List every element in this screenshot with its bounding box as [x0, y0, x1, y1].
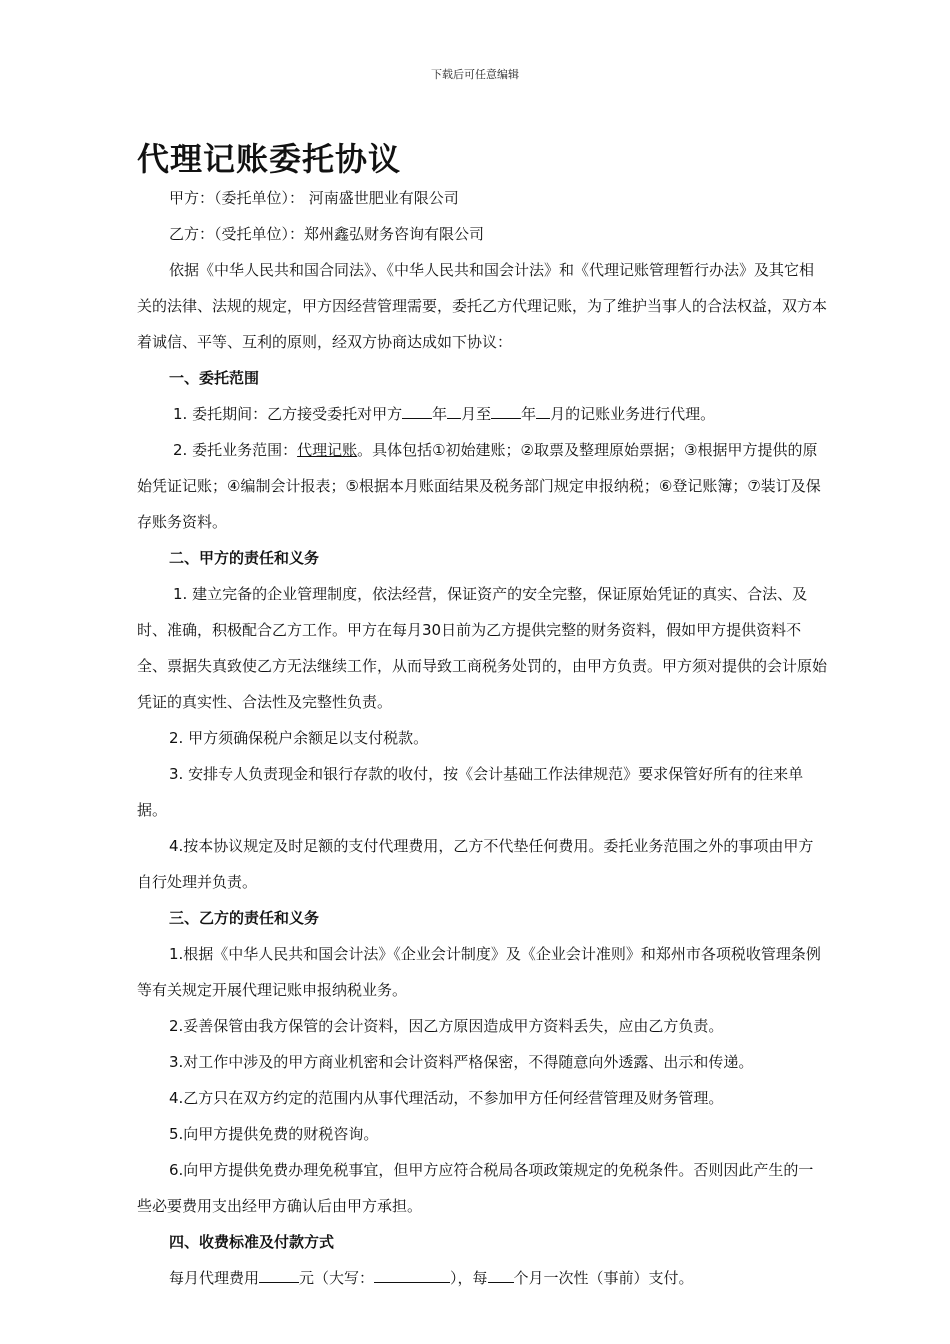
section-1-item-1: 1. 委托期间：乙方接受委托对甲方 年 月至 年 月的记账业务进行代理。 [137, 396, 827, 432]
fee-line: 每月代理费用 元（大写： ），每 个月一次性（事前）支付。 [137, 1260, 827, 1296]
blank-fee-words [374, 1266, 450, 1283]
section-3-heading: 三、乙方的责任和义务 [169, 909, 320, 927]
document-title: 代理记账委托协议 [137, 140, 402, 178]
agency-bookkeeping-link[interactable]: 代理记账 [297, 441, 358, 459]
section-1-heading: 一、委托范围 [169, 369, 260, 387]
section-1-item-2: 2. 委托业务范围：代理记账。具体包括①初始建账；②取票及整理原始票据；③根据甲方提供的原始凭证记账；④编制会计报表；⑤根据本月账面结果及税务部门规定申报纳税；⑥登记账簿；⑦装订及保存账务资料。 [137, 441, 821, 531]
section-3-item-3: 3.对工作中涉及的甲方商业机密和会计资料严格保密，不得随意向外透露、出示和传递。 [169, 1053, 754, 1071]
blank-fee-amount [259, 1266, 299, 1283]
section-3-item-6: 6.向甲方提供免费办理免税事宜，但甲方应符合税局各项政策规定的免税条件。否则因此产生的一些必要费用支出经甲方确认后由甲方承担。 [137, 1161, 814, 1215]
section-2-item-4: 4.按本协议规定及时足额的支付代理费用，乙方不代垫任何费用。委托业务范围之外的事项由甲方自行处理并负责。 [137, 837, 814, 891]
blank-month-start [447, 402, 461, 419]
section-2-item-3: 3. 安排专人负责现金和银行存款的收付，按《会计基础工作法律规范》要求保管好所有的往来单据。 [137, 765, 804, 819]
document-body [137, 180, 827, 1296]
blank-year-end [491, 402, 521, 419]
section-3-item-5: 5.向甲方提供免费的财税咨询。 [169, 1125, 379, 1143]
section-2-heading: 二、甲方的责任和义务 [169, 549, 320, 567]
section-3-item-4: 4.乙方只在双方约定的范围内从事代理活动，不参加甲方任何经营管理及财务管理。 [169, 1089, 724, 1107]
section-4-heading: 四、收费标准及付款方式 [169, 1233, 335, 1251]
section-3-item-1: 1.根据《中华人民共和国会计法》《企业会计制度》及《企业会计准则》和郑州市各项税收管理条例等有关规定开展代理记账申报纳税业务。 [137, 945, 821, 999]
blank-months [488, 1266, 514, 1283]
blank-year-start [402, 402, 432, 419]
blank-month-end [536, 402, 550, 419]
party-b: 乙方：（受托单位）：郑州鑫弘财务咨询有限公司 [169, 225, 485, 243]
section-2-item-2: 2. 甲方须确保税户余额足以支付税款。 [169, 729, 429, 747]
intro-paragraph: 依据《中华人民共和国合同法》、《中华人民共和国会计法》和《代理记账管理暂行办法》及其它相关的法律、法规的规定，甲方因经营管理需要，委托乙方代理记账，为了维护当事人的合法权益，双方本着诚信、平等、互利的原则，经双方协商达成如下协议： [137, 261, 828, 351]
party-a: 甲方：（委托单位）： 河南盛世肥业有限公司 [169, 189, 459, 207]
section-2-item-1: 1. 建立完备的企业管理制度，依法经营，保证资产的安全完整，保证原始凭证的真实、合法、及时、准确，积极配合乙方工作。甲方在每月30日前为乙方提供完整的财务资料，假如甲方提供资料不全、票据失真致使乙方无法继续工作，从而导致工商税务处罚的，由甲方负责。甲方须对提供的会计原始凭证的真实性、合法性及完整性负责。 [137, 585, 828, 711]
section-3-item-2: 2.妥善保管由我方保管的会计资料，因乙方原因造成甲方资料丢失，应由乙方负责。 [169, 1017, 724, 1035]
page-header: 下载后可任意编辑 [431, 68, 519, 81]
